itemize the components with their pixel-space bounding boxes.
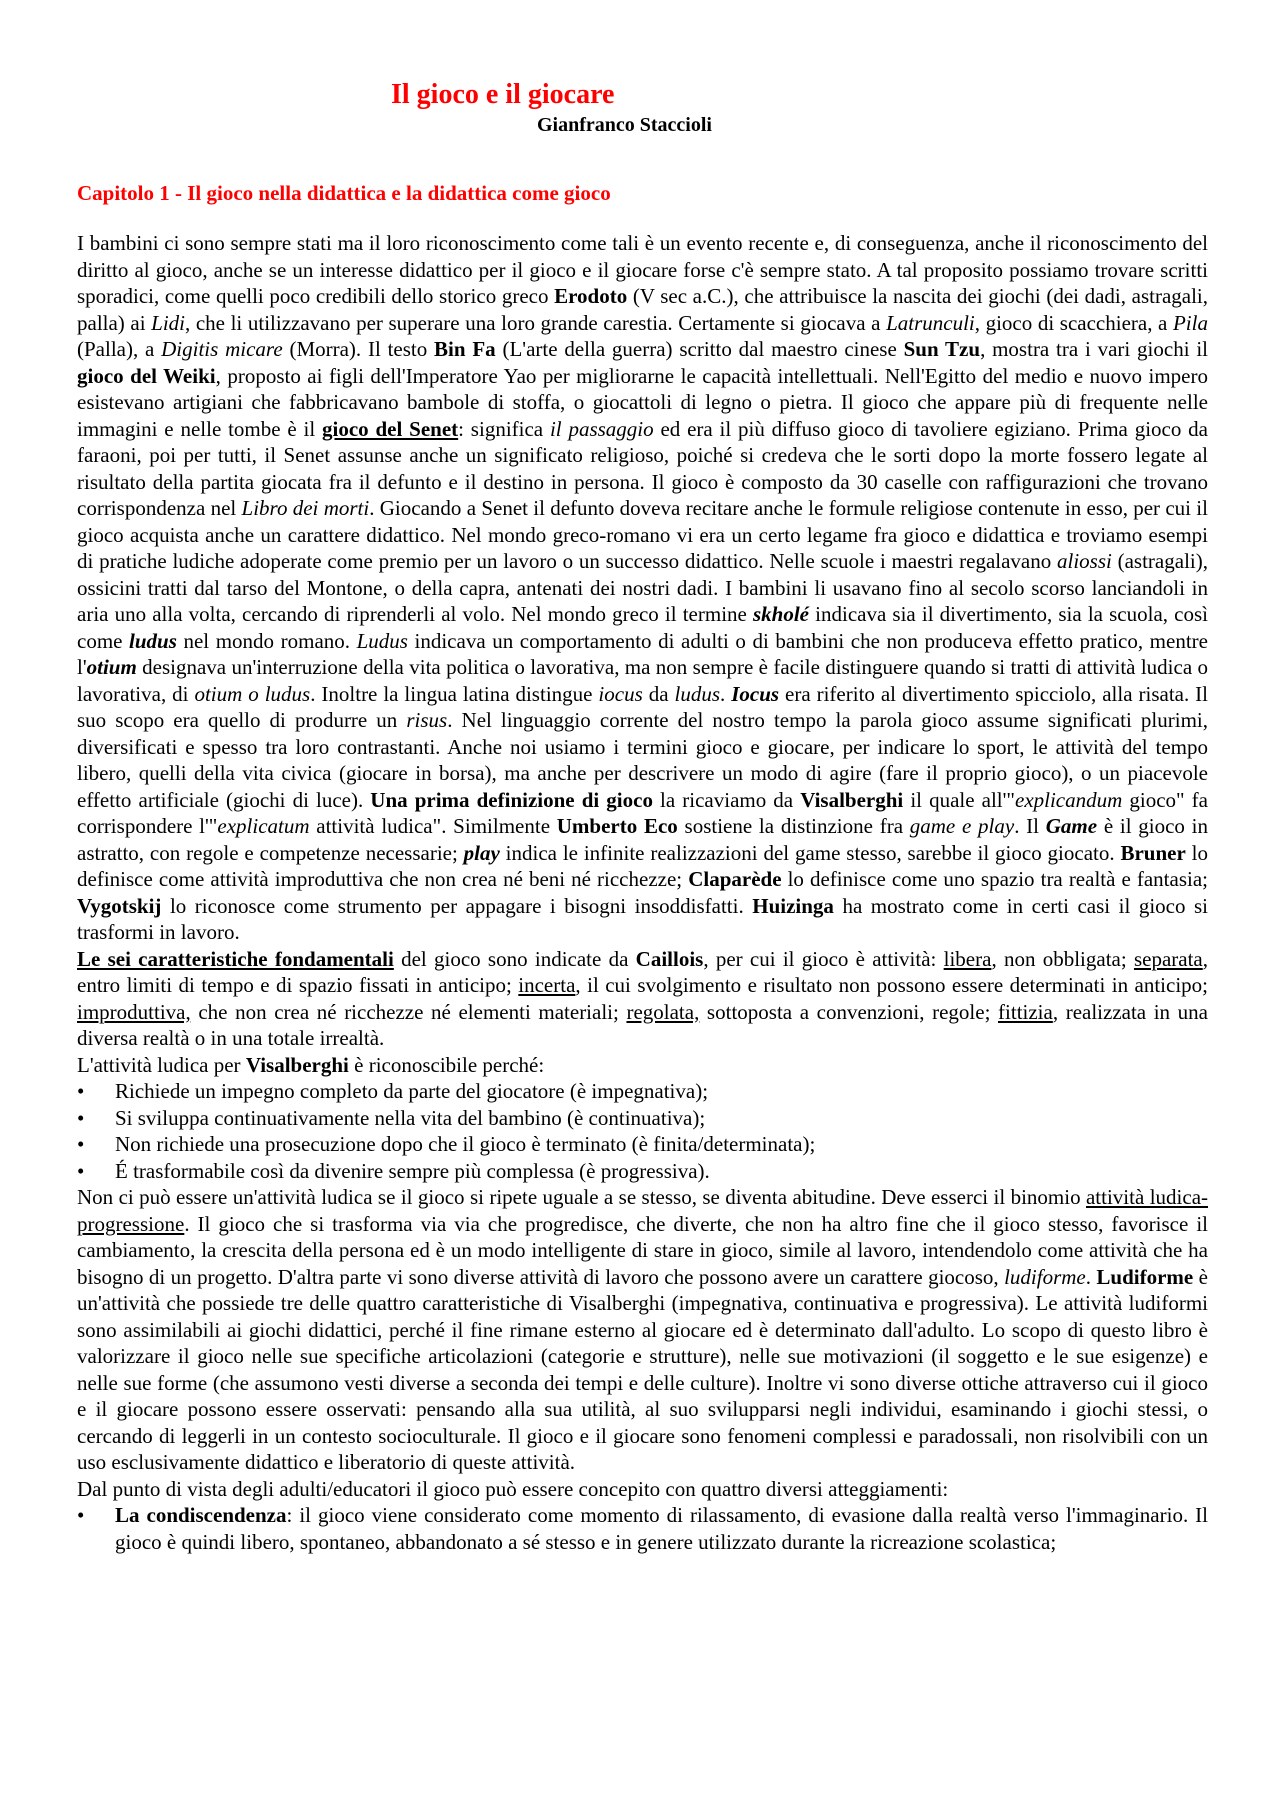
- formatted-text: Umberto Eco: [556, 814, 678, 838]
- list-item: • La condiscendenza: il gioco viene considerato come momento di rilassamento, di evasione dalla realtà verso l'immaginario. Il gioco è quindi libero, spontaneo, abbandonato a sé stesso e in genere utilizzato durante la ricreazione scolastica;: [77, 1503, 1209, 1554]
- author-name: Gianfranco Staccioli: [537, 114, 712, 136]
- formatted-text: skholé: [753, 602, 810, 626]
- list-item: • Non richiede una prosecuzione dopo che il gioco è terminato (è finita/determinata);: [77, 1132, 816, 1156]
- formatted-text: ludiforme: [1004, 1264, 1086, 1289]
- paragraph-atteggiamenti: Dal punto di vista degli adulti/educatori il gioco può essere concepito con quattro diversi atteggiamenti:: [77, 1476, 949, 1501]
- formatted-text: Vygotskij: [77, 893, 162, 918]
- formatted-text: Visalberghi: [800, 787, 904, 812]
- formatted-text: Claparède: [688, 867, 782, 891]
- formatted-text: gioco del Weiki: [77, 363, 216, 388]
- formatted-text: La condiscendenza: [115, 1503, 287, 1527]
- formatted-text: iocus: [598, 681, 643, 706]
- list-item: • É trasformabile così da divenire sempre più complessa (è progressiva).: [77, 1158, 710, 1183]
- formatted-text: Game: [1045, 814, 1098, 838]
- formatted-text: Bin Fa: [434, 337, 496, 361]
- bullet-icon: •: [77, 1079, 85, 1103]
- formatted-text: improduttiva,: [77, 999, 191, 1024]
- formatted-text: play: [463, 840, 500, 865]
- formatted-text: risus: [406, 708, 448, 732]
- list-item: • Si sviluppa continuativamente nella vita del bambino (è continuativa);: [77, 1105, 706, 1130]
- formatted-text: Iocus: [731, 681, 780, 706]
- formatted-text: separata: [1133, 946, 1203, 971]
- formatted-text: Digitis micare: [161, 337, 283, 361]
- bullet-icon: •: [77, 1132, 85, 1156]
- formatted-text: otium o ludus: [194, 681, 311, 706]
- formatted-text: Huizinga: [752, 893, 834, 918]
- chapter-heading: Capitolo 1 - Il gioco nella didattica e la didattica come gioco: [77, 181, 611, 205]
- formatted-text: Sun Tzu: [903, 337, 981, 361]
- formatted-text: ludus: [129, 628, 177, 653]
- formatted-text: regolata,: [626, 999, 700, 1024]
- formatted-text: Visalberghi: [245, 1052, 349, 1077]
- list-item: • Richiede un impegno completo da parte del giocatore (è impegnativa);: [77, 1079, 709, 1103]
- formatted-text: attività ludica-progressione: [77, 1185, 1209, 1236]
- formatted-text: Bruner: [1120, 840, 1186, 865]
- formatted-text: fittizia: [998, 999, 1053, 1024]
- atteggiamenti-list: [77, 1502, 1208, 1555]
- formatted-text: libera: [943, 946, 992, 971]
- formatted-text: Le sei caratteristiche fondamentali: [77, 946, 394, 971]
- formatted-text: Caillois: [635, 946, 704, 971]
- formatted-text: aliossi: [1057, 549, 1112, 573]
- formatted-text: ludus: [674, 681, 720, 706]
- formatted-text: Erodoto: [554, 284, 628, 308]
- formatted-text: gioco del Senet: [322, 416, 459, 441]
- formatted-text: Ludiforme: [1096, 1264, 1194, 1289]
- formatted-text: Ludus: [356, 628, 408, 653]
- paragraph-visalberghi-intro: L'attività ludica per Visalberghi è riconoscibile perché:: [77, 1052, 545, 1077]
- formatted-text: Pila: [1172, 310, 1208, 335]
- document-page: [77, 78, 1208, 1555]
- bullet-icon: •: [77, 1105, 85, 1130]
- visalberghi-list: [77, 1078, 1208, 1184]
- formatted-text: otium: [86, 655, 137, 679]
- bullet-icon: •: [77, 1158, 85, 1183]
- document-title: Il gioco e il giocare: [391, 79, 615, 110]
- formatted-text: explicandum: [1015, 787, 1123, 812]
- paragraph-caillois: Le sei caratteristiche fondamentali del gioco sono indicate da Caillois, per cui il gioco è attività: libera, non obbligata; separata, entro limiti di tempo e di spazio fissati in anticipo; incerta, il cui svolgimento e risultato non possono essere determinati in anticipo; improduttiva, che non crea né ricchezze né elementi materiali; regolata, sottoposta a convenzioni, regole; fittizia, realizzata in una diversa realtà o in una totale irrealtà.: [77, 946, 1209, 1050]
- bullet-icon: •: [77, 1503, 85, 1527]
- formatted-text: incerta: [518, 973, 576, 997]
- formatted-text: Latrunculi: [886, 310, 975, 335]
- formatted-text: explicatum: [217, 814, 310, 838]
- formatted-text: game e play: [909, 814, 1015, 838]
- formatted-text: Libro dei morti: [241, 496, 370, 520]
- paragraph-ludiforme: Non ci può essere un'attività ludica se il gioco si ripete uguale a se stesso, se diventa abitudine. Deve esserci il binomio attività ludica-progressione. Il gioco che si trasforma via via che progredisce, che diverte, che non ha altro fine che il gioco stesso, favorisce il cambiamento, la crescita della persona ed è un modo intelligente di stare in gioco, simile al lavoro, intendendolo come attività che ha bisogno di un progetto. D'altra parte vi sono diverse attività di lavoro che possono avere un carattere giocoso, ludiforme. Ludiforme è un'attività che possiede tre delle quattro caratteristiche di Visalberghi (impegnativa, continuativa e progressiva). Le attività ludiformi sono assimilabili ai giochi didattici, perché il fine rimane esterno al giocare ed è determinato dall'adulto. Lo scopo di questo libro è valorizzare il gioco nelle sue specifiche articolazioni (categorie e strutture), nelle sue motivazioni (il soggetto e le sue esigenze) e nelle sue forme (che assumono vesti diverse a seconda dei tempi e delle culture). Inoltre vi sono diverse ottiche attraverso cui il gioco e il giocare possono essere osservati: pensando alla sua utilità, al suo svilupparsi negli individui, esaminando i giochi stessi, o cercando di leggerli in un contesto socioculturale. Il gioco e il giocare sono fenomeni complessi e paradossali, non risolvibili con un uso esclusivamente didattico e liberatorio di queste attività.: [77, 1185, 1209, 1474]
- formatted-text: il passaggio: [549, 416, 654, 441]
- formatted-text: Una prima definizione di gioco: [370, 787, 653, 812]
- formatted-text: Lidi: [151, 310, 186, 335]
- paragraph-intro: I bambini ci sono sempre stati ma il loro riconoscimento come tali è un evento recente e, di conseguenza, anche il riconoscimento del diritto al gioco, anche se un interesse didattico per il gioco e il giocare forse c'è sempre stato. A tal proposito possiamo trovare scritti sporadici, come quelli poco credibili dello storico greco Erodoto (V sec a.C.), che attribuisce la nascita dei giochi (dei dadi, astragali, palla) ai Lidi, che li utilizzavano per superare una loro grande carestia. Certamente si giocava a Latrunculi, gioco di scacchiera, a Pila (Palla), a Digitis micare (Morra). Il testo Bin Fa (L'arte della guerra) scritto dal maestro cinese Sun Tzu, mostra tra i vari giochi il gioco del Weiki, proposto ai figli dell'Imperatore Yao per migliorarne le capacità intellettuali. Nell'Egitto del medio e nuovo impero esistevano artigiani che fabbricavano bambole di stoffa, o giocattoli di legno o pietra. Il gioco che appare più di frequente nelle immagini e nelle tombe è il gioco del Senet: significa il passaggio ed era il più diffuso gioco di tavoliere egiziano. Prima gioco da faraoni, poi per tutti, il Senet assunse anche un significato religioso, poiché si credeva che le sorti dopo la morte fossero legate al risultato della partita giocata fra il defunto e il destino in persona. Il gioco è composto da 30 caselle con raffigurazioni che trovano corrispondenza nel Libro dei morti. Giocando a Senet il defunto doveva recitare anche le formule religiose contenute in esso, per cui il gioco acquista anche un carattere didattico. Nel mondo greco-romano vi era un certo legame fra gioco e didattica e troviamo esempi di pratiche ludiche adoperate come premio per un lavoro o un successo didattico. Nelle scuole i maestri regalavano aliossi (astragali), ossicini tratti dal tarso del Montone, o della capra, antenati dei nostri dadi. I bambini li usavano fino al secolo scorso lanciandoli in aria uno alla volta, cercando di riprenderli al volo. Nel mondo greco il termine skholé indicava sia il divertimento, sia la scuola, così come ludus nel mondo romano. Ludus indicava un comportamento di adulti o di bambini che non produceva effetto pratico, mentre l'otium designava un'interruzione della vita politica o lavorativa, ma non sempre è facile distinguere quando si tratti di attività ludica o lavorativa, di otium o ludus. Inoltre la lingua latina distingue iocus da ludus. Iocus era riferito al divertimento spicciolo, alla risata. Il suo scopo era quello di produrre un risus. Nel linguaggio corrente del nostro tempo la parola gioco assume significati plurimi, diversificati e spesso tra loro contrastanti. Anche noi usiamo i termini gioco e giocare, per indicare lo sport, le attività del tempo libero, quelli della vita civica (giocare in borsa), ma anche per descrivere un modo di agire (fare il proprio gioco), o un piacevole effetto artificiale (giochi di luce). Una prima definizione di gioco la ricaviamo da Visalberghi il quale all'"explicandum gioco" fa corrispondere l'"explicatum attività ludica". Similmente Umberto Eco sostiene la distinzione fra game e play. Il Game è il gioco in astratto, con regole e competenze necessarie; play indica le infinite realizzazioni del game stesso, sarebbe il gioco giocato. Bruner lo definisce come attività improduttiva che non crea né beni né ricchezze; Claparède lo definisce come uno spazio tra realtà e fantasia; Vygotskij lo riconosce come strumento per appagare i bisogni insoddisfatti. Huizinga ha mostrato come in certi casi il gioco si trasformi in lavoro.: [77, 231, 1209, 944]
